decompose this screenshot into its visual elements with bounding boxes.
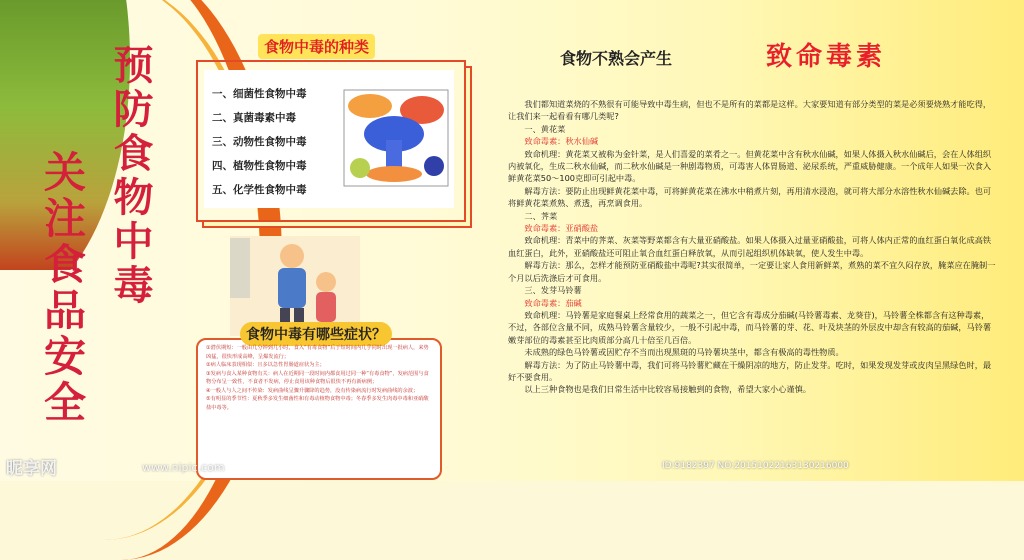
toxin-label: 致命毒素：茄碱 bbox=[524, 297, 582, 308]
closing-paragraph: 以上三种食物也是我们日常生活中比较容易接触到的食物，希望大家小心谨慎。 bbox=[524, 384, 811, 395]
kinds-item: 二、真菌毒素中毒 bbox=[212, 112, 296, 124]
kinds-item: 三、动物性食物中毒 bbox=[212, 136, 307, 148]
symptoms-title: 食物中毒有哪些症状？ bbox=[240, 322, 392, 346]
vertical-title-safety: 关注食品安全 bbox=[38, 150, 87, 426]
watermark-id: ID:9182397 NO:20151022163130216000 bbox=[662, 461, 849, 471]
vertical-title-prevent: 预防食物中毒 bbox=[107, 44, 154, 308]
solution-paragraph: 解毒方法：那么，怎样才能预防亚硝酸盐中毒呢?其实很简单，一定要让家人食用新鲜菜，煮熟的菜不宜久闷存放，腌菜应在腌制一个月以后洗涤后才可食用。 bbox=[508, 260, 996, 283]
kinds-list bbox=[212, 82, 307, 202]
symptoms-list bbox=[206, 344, 432, 412]
symptom-item: ③发病与食入某种食物有关：病人在近期同一段时间内都食用过同一种“有毒食物”，发病范围与食物分布呈一致性，不食者不发病，停止食用该种食物后很快不再有新病例； bbox=[206, 370, 429, 385]
kinds-item: 一、细菌性食物中毒 bbox=[212, 88, 307, 100]
kinds-item: 五、化学性食物中毒 bbox=[212, 184, 307, 196]
watermark-brand: 昵享网 bbox=[6, 459, 57, 479]
section-heading: 三、发芽马铃薯 bbox=[524, 285, 582, 296]
solution-paragraph: 解毒方法：为了防止马铃薯中毒，我们可将马铃薯贮藏在干燥阴凉的地方，防止发芽。吃时，如果发现发芽或皮肉呈黑绿色时，最好不要食用。 bbox=[508, 359, 992, 382]
kinds-item: 四、植物性食物中毒 bbox=[212, 160, 307, 172]
header-title: 致命毒素 bbox=[766, 42, 887, 72]
mechanism-paragraph: 致命机理：青菜中的荠菜、灰菜等野菜都含有大量亚硝酸盐。如果人体摄入过量亚硝酸盐，可将人体内正常的血红蛋白氧化成高铁血红蛋白，此外，亚硝酸盐还可阻止氧合血红蛋白释放氧，从而引起组织机体缺氧，使人发生中毒。 bbox=[508, 235, 992, 258]
mushroom-food-illustration bbox=[342, 88, 450, 188]
header-subtitle: 食物不熟会产生 bbox=[560, 49, 673, 68]
solution-paragraph: 解毒方法：要防止出现鲜黄花菜中毒，可将鲜黄花菜在沸水中稍煮片刻，再用清水浸泡，就可将大部分水溶性秋水仙碱去除。也可将鲜黄花菜煮熟、煮透，再烹调食用。 bbox=[508, 185, 992, 209]
watermark-url: www.nipic.com bbox=[142, 461, 225, 474]
section-heading: 二、荠菜 bbox=[524, 210, 558, 221]
extra-paragraph: 未成熟的绿色马铃薯或因贮存不当而出现黑斑的马铃薯块茎中，都含有极高的毒性物质。 bbox=[524, 347, 844, 358]
mechanism-paragraph: 致命机理：黄花菜又被称为金针菜，是人们喜爱的菜肴之一。但黄花菜中含有秋水仙碱，如果人体摄入秋水仙碱后，会在人体组织内被氧化，生成二秋水仙碱，而二秋水仙碱是一种剧毒物质，可毒害人体胃肠道、泌尿系统，严重威胁健康。一个成年人如果一次食入鲜黄花菜50～100克即可引起中毒。 bbox=[508, 148, 992, 184]
symptom-item: ④一般人与人之间不传染：发病曲线呈骤升骤降的趋势，没有传染病流行时发病曲线的余波； bbox=[206, 387, 419, 394]
article-intro: 我们都知道菜烧的不熟很有可能导致中毒生病，但也不是所有的菜都是这样。大家要知道有部分类型的菜是必须要烧熟才能吃得，让我们来一起看看有哪几类呢? bbox=[508, 99, 992, 122]
toxin-label: 致命毒素：亚硝酸盐 bbox=[524, 223, 599, 234]
kinds-title: 食物中毒的种类 bbox=[258, 34, 375, 59]
toxin-label: 致命毒素：秋水仙碱 bbox=[524, 136, 599, 147]
article-body bbox=[508, 98, 996, 396]
sick-people-cartoon bbox=[230, 236, 360, 336]
symptom-item: ⑤有明显的季节性：夏秋季多发生细菌性和有毒动植物食物中毒；冬春季多发生肉毒中毒和亚硝酸盐中毒等。 bbox=[206, 396, 429, 411]
symptom-item: ①潜伏期短：一般由几分钟到几小时，食入“有毒食物”后于短时间内几乎同时出现一批病人，来势凶猛，很快形成高峰，呈爆发流行； bbox=[206, 345, 429, 360]
mechanism-paragraph: 致命机理：马铃薯是家庭餐桌上经常食用的蔬菜之一，但它含有毒成分茄碱(马铃薯毒素、龙葵苷)，马铃薯全株都含有这种毒素，不过，各部位含量不同，成熟马铃薯含量较少，一般不引起中毒，而马铃薯的芽、花、叶及块茎的外层皮中却含有较高的茄碱，马铃薯嫩芽部位的毒素甚至比肉质部分高几十倍至几百倍。 bbox=[508, 309, 992, 345]
section-heading: 一、黄花菜 bbox=[524, 123, 566, 134]
symptom-item: ②病人临床表现相似：且多以急性胃肠道症状为主； bbox=[206, 362, 325, 368]
